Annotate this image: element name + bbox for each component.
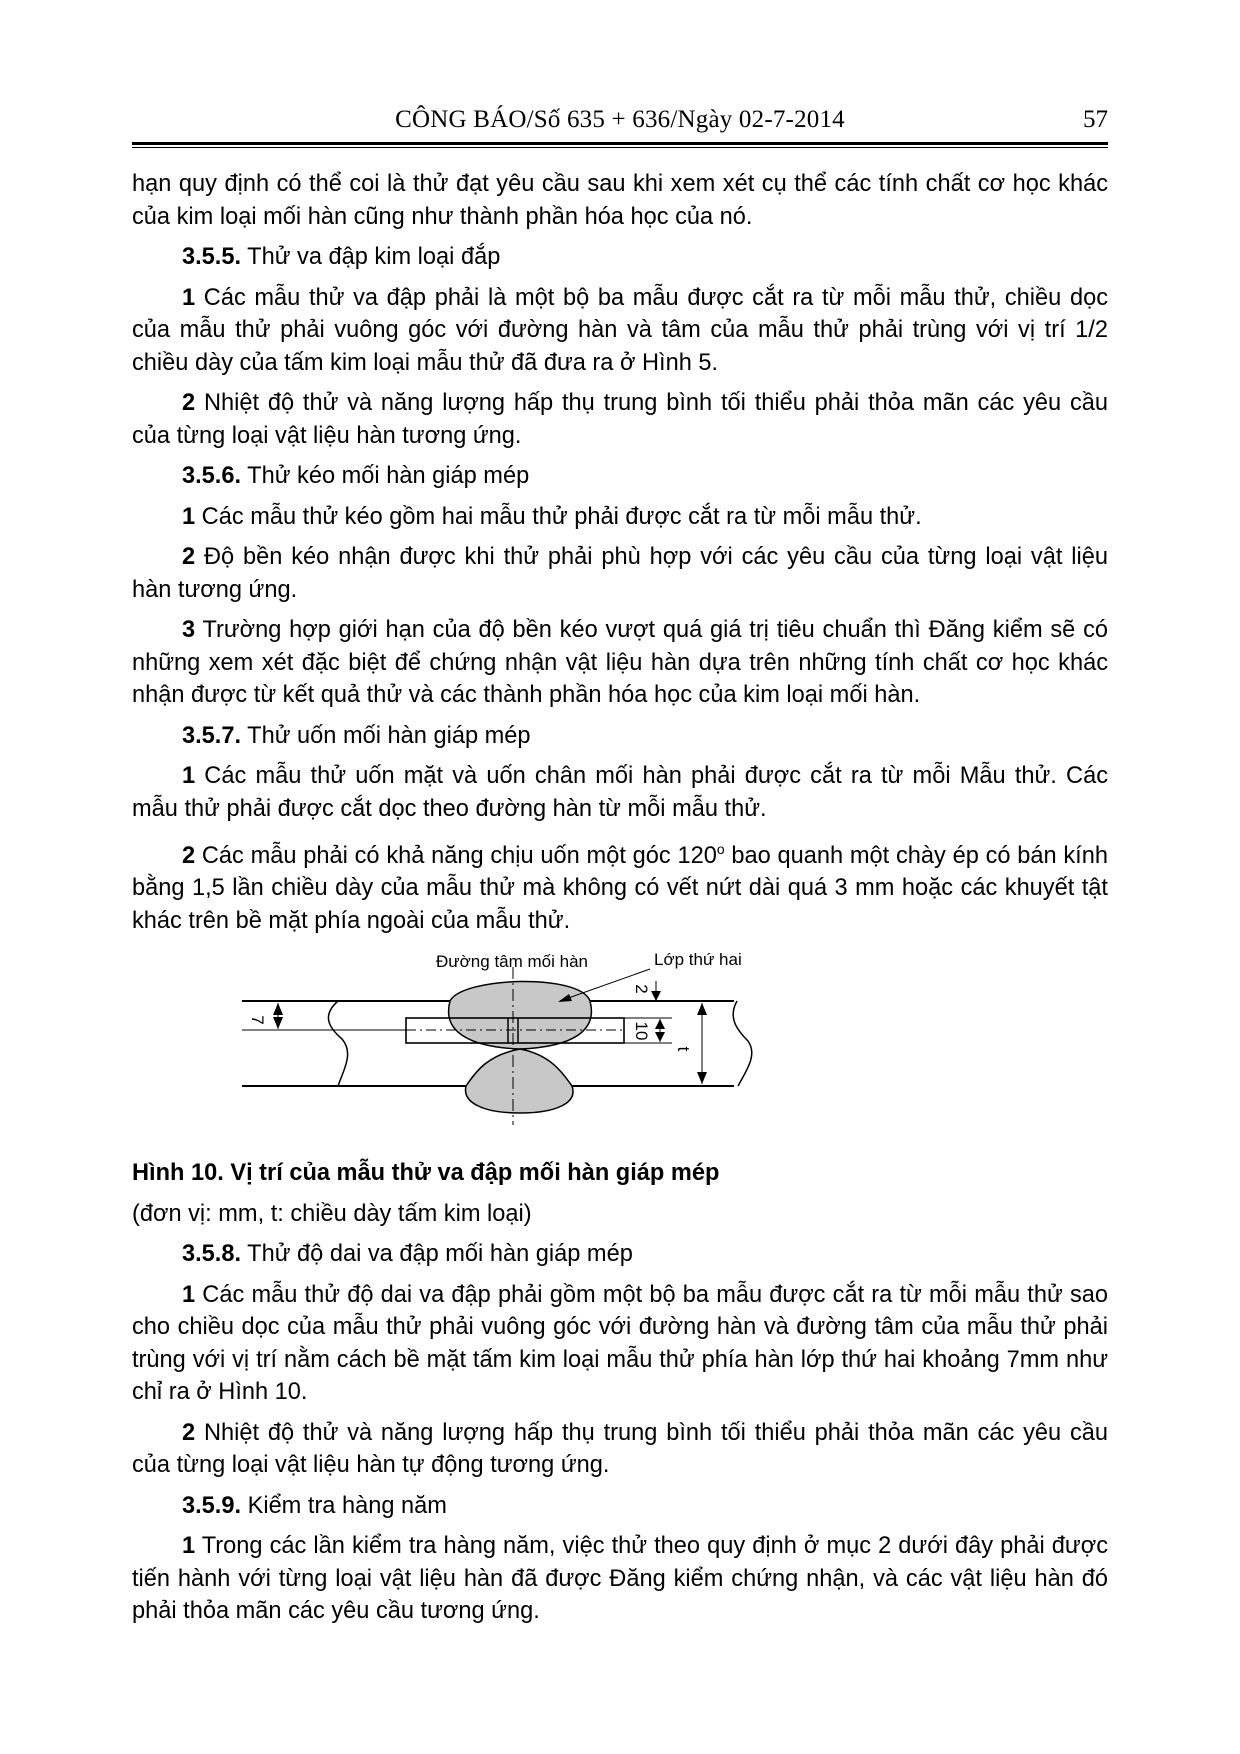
dim-10-label: 10: [632, 1021, 651, 1041]
figure-subcaption: (đơn vị: mm, t: chiều dày tấm kim loại): [132, 1200, 532, 1227]
paragraph-3-5-6-3: [132, 614, 1108, 712]
item-text: Các mẫu thử độ dai va đập phải gồm một bộ ba mẫu được cắt ra từ mỗi mẫu thử sao cho chiều dọc của mẫu thử phải vuông góc với đường hàn và đường tâm của mẫu thử phải trùng với vị trí nằm cách bề mặt tấm kim loại mẫu thử phía hàn lớp thứ hai khoảng 7mm như chỉ ra ở Hình 10.: [132, 1281, 1108, 1406]
section-title: Kiểm tra hàng năm: [241, 1492, 447, 1519]
page-body: [132, 168, 1108, 1636]
section-number: 3.5.9.: [182, 1492, 242, 1519]
degree-symbol: o: [716, 841, 725, 857]
intro-paragraph: hạn quy định có thể coi là thử đạt yêu cầu sau khi xem xét cụ thể các tính chất cơ học khác của kim loại mối hàn cũng như thành phần hóa học của nó.: [132, 171, 1108, 230]
item-text: Độ bền kéo nhận được khi thử phải phù hợp với các yêu cầu của từng loại vật liệu hàn tương ứng.: [132, 544, 1108, 603]
section-title: Thử độ dai va đập mối hàn giáp mép: [241, 1241, 633, 1268]
item-text: Trong các lần kiểm tra hàng năm, việc thử theo quy định ở mục 2 dưới đây phải được tiến hành với từng loại vật liệu hàn đã được Đăng kiểm chứng nhận, và các vật liệu hàn đó phải thỏa mãn các yêu cầu tương ứng.: [132, 1533, 1108, 1625]
header-rule-thick: [132, 142, 1108, 145]
section-number: 3.5.6.: [182, 463, 242, 489]
dim-t-arrow-down: [697, 1072, 707, 1084]
figure-10-diagram: [132, 945, 1108, 1157]
paragraph-3-5-7-2: [132, 833, 1108, 937]
item-text: Nhiệt độ thử và năng lượng hấp thụ trung bình tối thiểu phải thỏa mãn các yêu cầu của từng loại vật liệu hàn tự động tương ứng.: [132, 1419, 1108, 1479]
paragraph-3-5-6-2: [132, 541, 1108, 606]
section-heading-3-5-8: [132, 1238, 1108, 1271]
section-number: 3.5.7.: [182, 722, 242, 749]
item-text: Trường hợp giới hạn của độ bền kéo vượt quá giá trị tiêu chuẩn thì Đăng kiểm sẽ có những xem xét đặc biệt để chứng nhận vật liệu hàn dựa trên những tính chất cơ học khác nhận được từ kết quả thử và các thành phần hóa học của kim loại mối hàn.: [132, 617, 1108, 708]
item-number: 1: [182, 1281, 196, 1308]
section-heading-3-5-9: [132, 1490, 1108, 1523]
paragraph-3-5-5-2: [132, 387, 1108, 452]
section-title: Thử va đập kim loại đắp: [241, 244, 501, 270]
section-heading-3-5-6: [132, 460, 1108, 493]
item-text: bao quanh một chày ép có bán kính bằng 1,5 lần chiều dày của mẫu thử mà không có vết nứt dài quá 3 mm hoặc các khuyết tật khác trên bề mặt phía ngoài của mẫu thử.: [132, 842, 1108, 934]
page-number: 57: [1083, 106, 1108, 133]
item-text: Các mẫu thử va đập phải là một bộ ba mẫu được cắt ra từ mỗi mẫu thử, chiều dọc của mẫu thử phải vuông góc với đường hàn và tâm của mẫu thử phải trùng với vị trí 1/2 chiều dày của tấm kim loại mẫu thử đã đưa ra ở Hình 5.: [132, 284, 1108, 376]
plate-break-left: [328, 1001, 347, 1086]
paragraph-3-5-6-1: [132, 501, 1108, 534]
section-heading-3-5-7: [132, 720, 1108, 753]
item-number: 1: [182, 284, 196, 311]
item-number: 2: [182, 842, 196, 869]
item-number: 2: [182, 1419, 196, 1446]
item-number: 3: [182, 617, 196, 643]
dim-t-arrow-up: [697, 1003, 707, 1015]
plate-break-right: [733, 1001, 752, 1086]
section-title: Thử uốn mối hàn giáp mép: [241, 722, 531, 749]
page-header: [132, 106, 1108, 142]
dim-10-arrow-down: [655, 1032, 665, 1042]
paragraph-3-5-7-1: [132, 760, 1108, 825]
item-number: 1: [182, 763, 196, 789]
item-number: 2: [182, 390, 196, 416]
weld-bead-top: [449, 982, 592, 1050]
dim-2-arrow: [651, 991, 661, 1001]
dim-10-arrow-up: [655, 1019, 665, 1029]
paragraph-3-5-5-1: [132, 282, 1108, 380]
dim-7-label: 7: [248, 1015, 267, 1026]
item-text: Nhiệt độ thử và năng lượng hấp thụ trung bình tối thiểu phải thỏa mãn các yêu cầu của từng loại vật liệu hàn tương ứng.: [132, 390, 1108, 449]
weld-bead-bottom: [466, 1049, 573, 1113]
paragraph-3-5-9-1: [132, 1530, 1108, 1628]
figure-caption: Hình 10. Vị trí của mẫu thử va đập mối hàn giáp mép: [132, 1160, 720, 1187]
paragraph-3-5-8-1: [132, 1279, 1108, 1409]
item-text: Các mẫu thử uốn mặt và uốn chân mối hàn phải được cắt ra từ mỗi Mẫu thử. Các mẫu thử phải được cắt dọc theo đường hàn từ mỗi mẫu thử.: [132, 763, 1108, 822]
header-rule-thin: [132, 147, 1108, 148]
gazette-title: CÔNG BÁO/Số 635 + 636/Ngày 02-7-2014: [395, 106, 845, 133]
paragraph-3-5-8-2: [132, 1417, 1108, 1482]
label-weld-centerline: Đường tâm mối hàn: [436, 952, 588, 972]
section-number: 3.5.5.: [182, 244, 242, 270]
dim-t-label: t: [674, 1046, 693, 1052]
dim-2-label: 2: [632, 984, 651, 995]
item-text: Các mẫu phải có khả năng chịu uốn một góc 120: [195, 842, 717, 869]
section-number: 3.5.8.: [182, 1241, 242, 1268]
item-number: 2: [182, 544, 196, 570]
item-number: 1: [182, 1533, 196, 1560]
section-title: Thử kéo mối hàn giáp mép: [241, 463, 530, 489]
label-second-layer: Lớp thứ hai: [654, 950, 742, 970]
section-heading-3-5-5: [132, 241, 1108, 274]
item-number: 1: [182, 503, 196, 530]
item-text: Các mẫu thử kéo gồm hai mẫu thử phải được cắt ra từ mỗi mẫu thử.: [195, 503, 922, 530]
